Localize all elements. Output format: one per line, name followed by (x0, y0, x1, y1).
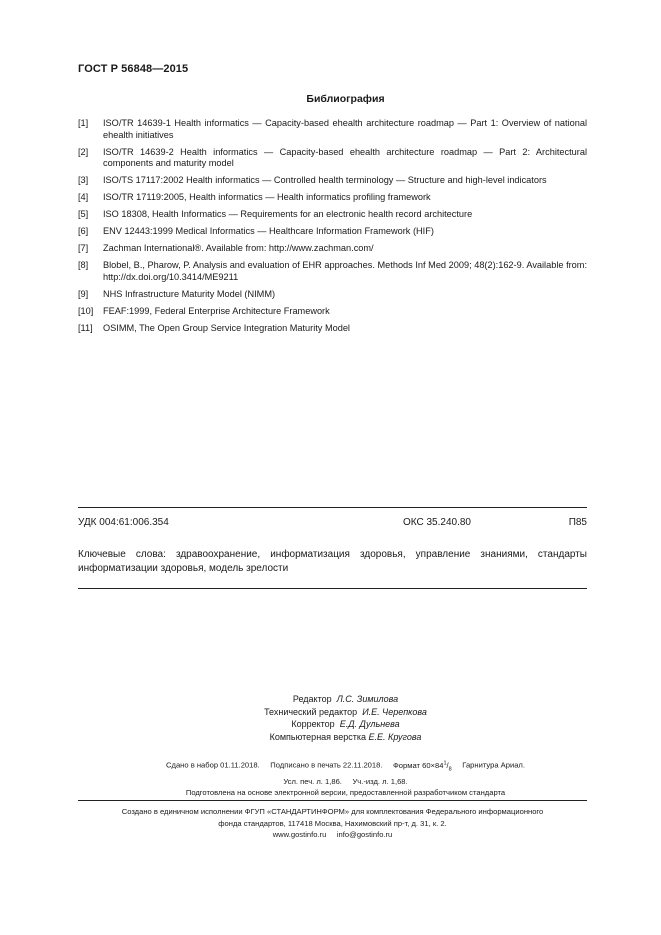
item-number: [6] (78, 226, 89, 236)
print-typeface: Гарнитура Ариал. (462, 760, 525, 770)
list-item (78, 209, 587, 221)
item-text: Zachman International®. Available from: http://www.zachman.com/ (103, 243, 374, 253)
format-numerator: 1 (443, 760, 447, 766)
format-denominator: 8 (448, 766, 452, 773)
classification-row (78, 517, 587, 528)
class-code: П85 (568, 517, 587, 528)
list-item (78, 289, 587, 301)
list-item (78, 306, 587, 318)
publisher-line-3 (78, 829, 587, 841)
item-number: [10] (78, 305, 94, 316)
top-divider (78, 507, 587, 508)
credit-person: Е.Д. Дульнева (339, 719, 400, 729)
publisher-line-1: Создано в единичном исполнении ФГУП «СТАНДАРТИНФОРМ» для комплектования Федерального информационного (121, 807, 544, 816)
item-text: Blobel, B., Pharow, P. Analysis and evaluation of EHR approaches. Methods Inf Med 2009; 48(2):162-9. Available from: http://dx.doi.org/10.3414/ME9211 (103, 260, 587, 282)
list-item (78, 118, 587, 141)
item-number: [4] (78, 192, 89, 202)
item-number: [5] (78, 209, 89, 219)
publisher-line-2: фонда стандартов, 117418 Москва, Нахимовский пр-т, д. 31, к. 2. (218, 818, 447, 828)
format-prefix: Формат 60×84 (393, 760, 444, 770)
publisher-block (78, 806, 587, 841)
bottom-divider (78, 588, 587, 589)
list-item (78, 260, 587, 283)
credit-editor (0, 693, 661, 706)
credit-role: Редактор (292, 694, 332, 704)
print-info (0, 758, 661, 799)
item-number: [7] (78, 243, 89, 253)
item-number: [11] (78, 322, 93, 333)
item-text: ISO 18308, Health Informatics — Requirements for an electronic health record architecture (103, 209, 473, 219)
item-text: ISO/TS 17117:2002 Health informatics — Controlled health terminology — Structure and high-level indicators (103, 175, 547, 185)
item-text: ENV 12443:1999 Medical Informatics — Healthcare Information Framework (HIF) (103, 226, 434, 236)
publisher-divider (78, 800, 587, 801)
bibliography-title: Библиография (306, 93, 385, 105)
item-text: ISO/TR 14639-1 Health informatics — Capacity-based ehealth architecture roadmap — Part 1: Overview of national ehealth initiatives (103, 118, 587, 140)
credit-person: Е.Е. Кругова (368, 731, 422, 742)
credit-person: И.Е. Черепкова (362, 706, 427, 717)
credit-person: Л.С. Зимилова (336, 694, 399, 704)
item-number: [8] (78, 260, 89, 270)
print-line-2: Усл. печ. л. 1,86. Уч.-изд. л. 1,68. (283, 776, 408, 786)
credit-tech-editor (0, 706, 661, 719)
print-signed: Подписано в печать 22.11.2018. (270, 760, 383, 770)
publisher-email-link[interactable]: info@gostinfo.ru (336, 830, 393, 839)
keywords: Ключевые слова: здравоохранение, информатизация здоровья, управление знаниями, стандарты информатизации здоровья, модель зрелости (78, 549, 587, 574)
item-number: [2] (78, 146, 89, 157)
credits-block (0, 693, 661, 743)
credit-role: Технический редактор (264, 706, 358, 717)
standard-header: ГОСТ Р 56848—2015 (78, 63, 189, 75)
item-text: NHS Infrastructure Maturity Model (NIMM) (103, 288, 276, 299)
item-text: OSIMM, The Open Group Service Integration Maturity Model (103, 322, 350, 333)
list-item (78, 147, 587, 170)
udk-code: УДК 004:61:006.354 (78, 517, 169, 528)
credit-layout (0, 731, 661, 744)
print-format: Формат $60\times 84^1/_8$ (393, 760, 452, 773)
item-number: [9] (78, 288, 89, 299)
bibliography-list (78, 118, 587, 340)
item-text: FEAF:1999, Federal Enterprise Architecture Framework (103, 305, 330, 316)
item-text: ISO/TR 14639-2 Health informatics — Capacity-based ehealth architecture roadmap — Part 2: Architectural components and maturity model (103, 146, 587, 168)
print-line-1 (0, 758, 661, 776)
print-submitted: Сдано в набор 01.11.2018. (166, 760, 260, 770)
list-item (78, 192, 587, 204)
list-item (78, 226, 587, 238)
list-item (78, 243, 587, 255)
credit-role: Корректор (291, 719, 335, 729)
print-line-3: Подготовлена на основе электронной версии, предоставленной разработчиком стандарта (185, 788, 506, 798)
item-number: [3] (78, 175, 89, 185)
publisher-site-link[interactable]: www.gostinfo.ru (272, 830, 327, 839)
item-text: ISO/TR 17119:2005, Health informatics — Health informatics profiling framework (103, 192, 431, 202)
credit-proofreader (0, 718, 661, 731)
credit-role: Компьютерная верстка (269, 731, 366, 742)
item-number: [1] (78, 118, 89, 128)
list-item (78, 175, 587, 187)
list-item (78, 323, 587, 335)
oks-code: ОКС 35.240.80 (403, 517, 471, 528)
